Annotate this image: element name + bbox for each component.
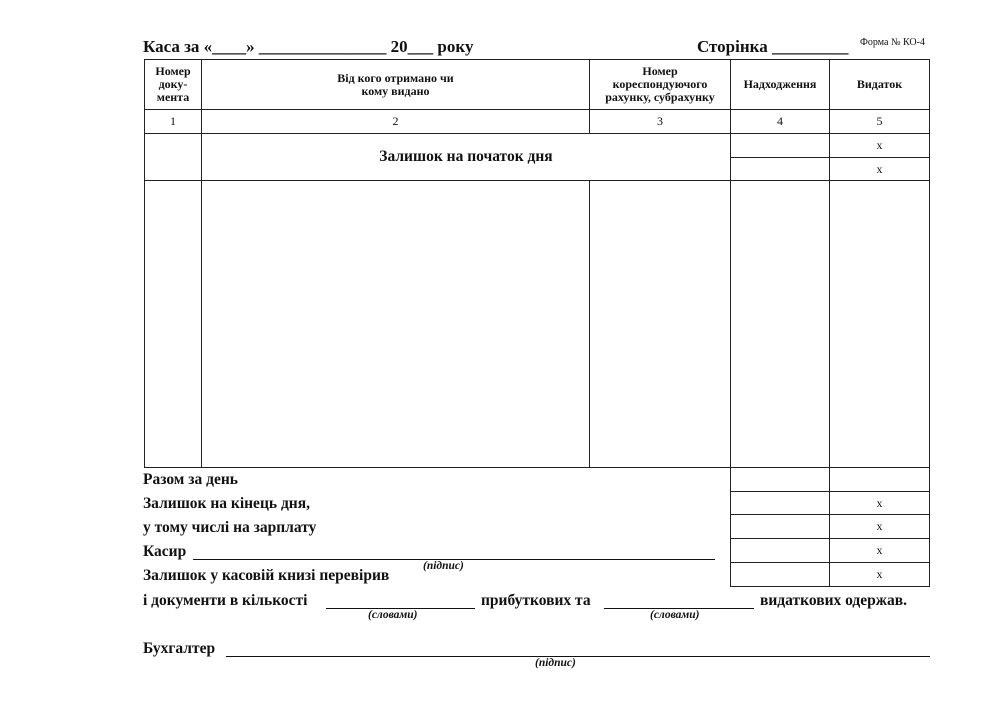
body-expenses-column[interactable] bbox=[829, 180, 930, 468]
closing-balance-salary-receipts[interactable] bbox=[730, 514, 830, 539]
opening-balance-label: Залишок на початок дня bbox=[201, 133, 731, 181]
col-number: 5 bbox=[829, 109, 930, 134]
accountant-signature-line[interactable] bbox=[226, 656, 930, 657]
opening-balance-receipts[interactable] bbox=[730, 133, 830, 158]
col-number: 1 bbox=[144, 109, 202, 134]
col-header-doc-number: Номер доку- мента bbox=[144, 59, 202, 110]
closing-balance-label: Залишок на кінець дня, bbox=[143, 495, 310, 512]
x-mark-cell: х bbox=[829, 562, 930, 587]
x-mark-cell: х bbox=[829, 133, 930, 158]
expense-docs-label: видаткових одержав. bbox=[760, 592, 908, 609]
col-number: 4 bbox=[730, 109, 830, 134]
cashier-receipts[interactable] bbox=[730, 538, 830, 563]
page-number-line: Сторінка _________ bbox=[697, 37, 849, 56]
x-mark-cell: х bbox=[829, 538, 930, 563]
cash-for-date-line: Каса за «____» _______________ 20___ року bbox=[143, 37, 474, 56]
signature-hint: (підпис) bbox=[535, 657, 576, 669]
body-from-to-column[interactable] bbox=[201, 180, 590, 468]
docs-count-label: і документи в кількості bbox=[143, 592, 308, 609]
checked-label: Залишок у касовій книзі перевірив bbox=[143, 567, 390, 584]
x-mark-cell: х bbox=[829, 491, 930, 515]
opening-balance-doc-cell[interactable] bbox=[144, 133, 202, 181]
closing-balance-receipts[interactable] bbox=[730, 491, 830, 515]
body-receipts-column[interactable] bbox=[730, 180, 830, 468]
checked-receipts[interactable] bbox=[730, 562, 830, 587]
body-account-column[interactable] bbox=[589, 180, 731, 468]
x-mark-cell: х bbox=[829, 157, 930, 181]
col-header-expenses: Видаток bbox=[829, 59, 930, 110]
words-hint: (словами) bbox=[368, 609, 418, 621]
col-header-receipts: Надходження bbox=[730, 59, 830, 110]
receipt-docs-label: прибуткових та bbox=[481, 592, 591, 609]
signature-hint: (підпис) bbox=[423, 560, 464, 572]
total-day-expenses[interactable] bbox=[829, 467, 930, 492]
col-number: 2 bbox=[201, 109, 590, 134]
form-number: Форма № КО-4 bbox=[860, 37, 925, 48]
opening-balance-receipts-salary[interactable] bbox=[730, 157, 830, 181]
total-day-label: Разом за день bbox=[143, 471, 238, 488]
body-doc-number-column[interactable] bbox=[144, 180, 202, 468]
col-header-account: Номер кореспондуючого рахунку, субрахунку bbox=[589, 59, 731, 110]
cashier-label: Касир bbox=[143, 543, 187, 560]
accountant-label: Бухгалтер bbox=[143, 640, 216, 657]
salary-label: у тому числі на зарплату bbox=[143, 519, 317, 536]
total-day-receipts[interactable] bbox=[730, 467, 830, 492]
x-mark-cell: х bbox=[829, 514, 930, 539]
col-number: 3 bbox=[589, 109, 731, 134]
col-header-from-to: Від кого отримано чи кому видано bbox=[201, 59, 590, 110]
words-hint: (словами) bbox=[650, 609, 700, 621]
